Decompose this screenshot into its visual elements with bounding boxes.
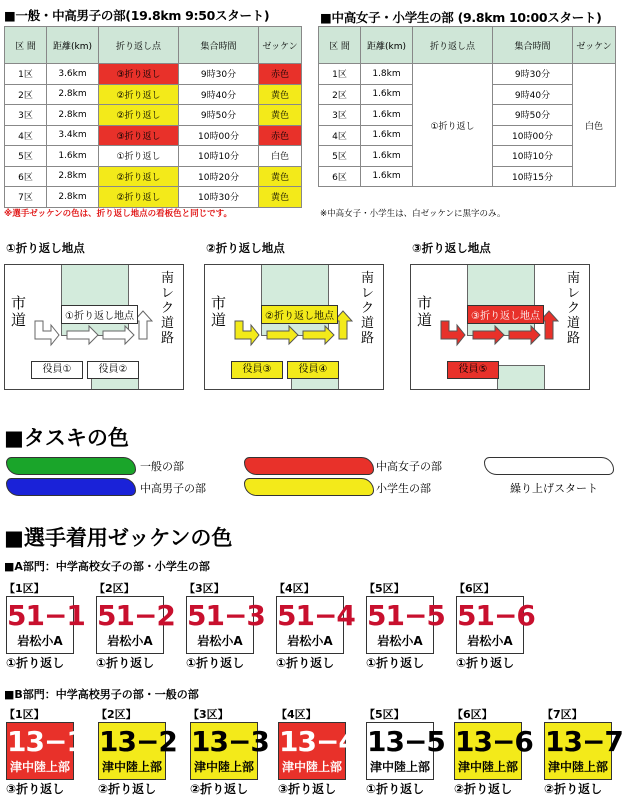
table-row: [5, 105, 302, 126]
bib-number: 51−5: [367, 599, 445, 632]
cell-time: 10時30分: [179, 187, 259, 208]
cell-ku: 5区: [319, 146, 361, 167]
cell-ku: 5区: [5, 146, 47, 167]
cell-turn: ①折り返し: [413, 64, 493, 187]
table-row: [5, 166, 302, 187]
table-header-row: [319, 27, 616, 64]
men-schedule-table: [4, 26, 302, 208]
bib-card: [96, 596, 175, 654]
cell-bib: 黄色: [259, 187, 302, 208]
cell-ku: 1区: [5, 64, 47, 85]
cell-time: 10時00分: [179, 125, 259, 146]
cell-time: 9時50分: [493, 105, 573, 126]
bib-number: 13−2: [99, 725, 177, 758]
cell-dist: 1.6km: [47, 146, 99, 167]
bib-card: [366, 722, 445, 780]
route-arrow-3: [103, 326, 134, 344]
cell-time: 9時50分: [179, 105, 259, 126]
route-arrow-1: [441, 321, 465, 345]
bib-team: 岩松小A: [287, 634, 333, 648]
men-table-note: ※選手ゼッケンの色は、折り返し地点の看板色と同じです。: [4, 209, 232, 219]
header-dist: 距離(km): [361, 27, 413, 64]
cell-bib: 赤色: [259, 125, 302, 146]
map-title-1: ①折り返し地点: [6, 241, 85, 255]
bib-number: 51−3: [187, 599, 265, 632]
cell-ku: 3区: [5, 105, 47, 126]
bib-leg-label: 【7区】: [542, 708, 583, 721]
bib-number: 13−1: [7, 725, 85, 758]
staff-position: 役員③: [231, 361, 283, 379]
cell-bib: 黄色: [259, 105, 302, 126]
bib-turnaround: ②折り返し: [98, 782, 157, 796]
route-arrow-2: [473, 326, 504, 344]
bib-card: [190, 722, 269, 780]
cell-time: 9時40分: [493, 84, 573, 105]
bib-team: 津中陸上部: [281, 760, 342, 774]
sash-label-relay-start: 繰り上げスタート: [510, 482, 598, 495]
bib-turnaround: ①折り返し: [6, 656, 65, 670]
route-arrow-2: [67, 326, 98, 344]
header-time: 集合時間: [493, 27, 573, 64]
cell-bib: 赤色: [259, 64, 302, 85]
bib-team: 津中陸上部: [101, 760, 162, 774]
table-row: [5, 64, 302, 85]
b-division-title: ■B部門：中学高校男子の部・一般の部: [4, 688, 199, 701]
bib-card: [98, 722, 177, 780]
cell-bib: 黄色: [259, 84, 302, 105]
bib-number: 51−6: [457, 599, 535, 632]
map-turnaround-1: [4, 264, 184, 390]
map-title-3: ③折り返し地点: [412, 241, 491, 255]
bib-card: [454, 722, 533, 780]
bib-number: 13−7: [545, 725, 623, 758]
table-row: [5, 146, 302, 167]
bib-card: [544, 722, 623, 780]
cell-turn: ②折り返し: [99, 84, 179, 105]
road-label-nanreku: 南レク道路: [567, 271, 581, 346]
bib-card: [186, 596, 265, 654]
header-bib: ゼッケン: [573, 27, 616, 64]
bib-leg-label: 【4区】: [276, 708, 317, 721]
cell-dist: 1.6km: [361, 146, 413, 167]
bib-team: 津中陸上部: [547, 760, 608, 774]
header-bib: ゼッケン: [259, 27, 302, 64]
bib-card: [278, 722, 357, 780]
bib-team: 岩松小A: [467, 634, 513, 648]
table-header-row: [5, 27, 302, 64]
bib-leg-label: 【3区】: [188, 708, 229, 721]
header-ku: 区 間: [5, 27, 47, 64]
bib-card: [456, 596, 535, 654]
bib-turnaround: ①折り返し: [276, 656, 335, 670]
bib-turnaround: ②折り返し: [454, 782, 513, 796]
cell-dist: 2.8km: [47, 187, 99, 208]
cell-ku: 6区: [319, 166, 361, 187]
road-label-nanreku: 南レク道路: [361, 271, 375, 346]
cell-ku: 2区: [319, 84, 361, 105]
sash-men-hs: [6, 478, 136, 496]
road-label-city: 市道: [417, 294, 433, 329]
cell-turn: ②折り返し: [99, 187, 179, 208]
cell-dist: 1.6km: [361, 166, 413, 187]
bib-team: 岩松小A: [107, 634, 153, 648]
cell-ku: 2区: [5, 84, 47, 105]
cell-dist: 2.8km: [47, 166, 99, 187]
bib-team: 津中陸上部: [369, 760, 430, 774]
bib-turnaround: ③折り返し: [6, 782, 65, 796]
cell-time: 9時30分: [493, 64, 573, 85]
table-row: [5, 187, 302, 208]
bib-leg-label: 【5区】: [364, 582, 405, 595]
cell-ku: 7区: [5, 187, 47, 208]
header-ku: 区 間: [319, 27, 361, 64]
bib-number: 51−4: [277, 599, 355, 632]
header-turn: 折り返し点: [413, 27, 493, 64]
sash-label-men-hs: 中高男子の部: [140, 482, 206, 495]
bib-turnaround: ②折り返し: [544, 782, 603, 796]
bib-team: 津中陸上部: [457, 760, 518, 774]
map-turnaround-2: [204, 264, 384, 390]
cell-bib: 白色: [259, 146, 302, 167]
staff-position: 役員①: [31, 361, 83, 379]
route-arrow-3: [509, 326, 540, 344]
cell-dist: 3.4km: [47, 125, 99, 146]
cell-dist: 1.6km: [361, 84, 413, 105]
cell-bib: 白色: [573, 64, 616, 187]
road-label-nanreku: 南レク道路: [161, 271, 175, 346]
cell-dist: 2.8km: [47, 84, 99, 105]
cell-dist: 1.6km: [361, 105, 413, 126]
route-arrow-3: [303, 326, 334, 344]
header-time: 集合時間: [179, 27, 259, 64]
sash-label-elementary: 小学生の部: [376, 482, 431, 495]
cell-turn: ②折り返し: [99, 166, 179, 187]
bib-card: [6, 596, 85, 654]
sash-label-general: 一般の部: [140, 460, 184, 473]
map-title-2: ②折り返し地点: [206, 241, 285, 255]
sash-general: [6, 457, 136, 475]
bib-turnaround: ①折り返し: [456, 656, 515, 670]
women-table-note: ※中高女子・小学生は、白ゼッケンに黒字のみ。: [320, 209, 506, 219]
bib-number: 51−2: [97, 599, 175, 632]
cell-turn: ①折り返し: [99, 146, 179, 167]
cell-ku: 4区: [319, 125, 361, 146]
cell-time: 10時00分: [493, 125, 573, 146]
women-section-title: ■中高女子・小学生の部 (9.8km 10:00スタート): [320, 10, 602, 25]
map-turnaround-3: [410, 264, 590, 390]
cell-ku: 1区: [319, 64, 361, 85]
bib-leg-label: 【2区】: [96, 708, 137, 721]
sash-women-hs: [244, 457, 374, 475]
bib-leg-label: 【1区】: [4, 582, 45, 595]
bib-card: [6, 722, 85, 780]
route-arrow-1: [35, 321, 59, 345]
bib-team: 岩松小A: [17, 634, 63, 648]
bib-number: 13−6: [455, 725, 533, 758]
table-row: [319, 64, 616, 85]
cell-ku: 4区: [5, 125, 47, 146]
cell-turn: ③折り返し: [99, 125, 179, 146]
a-division-title: ■A部門：中学高校女子の部・小学生の部: [4, 560, 210, 573]
cell-time: 9時40分: [179, 84, 259, 105]
turnaround-sign: ②折り返し地点: [261, 305, 338, 324]
tasuki-title: ■タスキの色: [4, 426, 129, 450]
cell-bib: 黄色: [259, 166, 302, 187]
bib-team: 岩松小A: [197, 634, 243, 648]
road-label-city: 市道: [11, 294, 27, 329]
bib-leg-label: 【1区】: [4, 708, 45, 721]
bib-turnaround: ③折り返し: [278, 782, 337, 796]
sash-relay-start: [484, 457, 614, 475]
bib-turnaround: ①折り返し: [96, 656, 155, 670]
men-section-title: ■一般・中高男子の部(19.8km 9:50スタート): [4, 8, 270, 23]
route-arrows-icon: [411, 265, 589, 389]
bib-turnaround: ②折り返し: [190, 782, 249, 796]
bib-number: 51−1: [7, 599, 85, 632]
bib-turnaround: ①折り返し: [366, 782, 425, 796]
bib-leg-label: 【6区】: [454, 582, 495, 595]
cell-time: 10時20分: [179, 166, 259, 187]
route-arrow-1: [235, 321, 259, 345]
cell-time: 10時15分: [493, 166, 573, 187]
route-arrow-2: [267, 326, 298, 344]
turnaround-sign: ①折り返し地点: [61, 305, 138, 324]
cell-time: 10時10分: [493, 146, 573, 167]
bib-number: 13−4: [279, 725, 357, 758]
cell-dist: 3.6km: [47, 64, 99, 85]
bib-leg-label: 【3区】: [184, 582, 225, 595]
header-dist: 距離(km): [47, 27, 99, 64]
bib-title: ■選手着用ゼッケンの色: [4, 526, 233, 550]
cell-turn: ③折り返し: [99, 64, 179, 85]
cell-dist: 2.8km: [47, 105, 99, 126]
bib-team: 津中陸上部: [9, 760, 70, 774]
cell-dist: 1.6km: [361, 125, 413, 146]
turnaround-sign: ③折り返し地点: [467, 305, 544, 324]
bib-number: 13−3: [191, 725, 269, 758]
women-schedule-table: [318, 26, 616, 187]
sash-label-women-hs: 中高女子の部: [376, 460, 442, 473]
cell-dist: 1.8km: [361, 64, 413, 85]
bib-card: [276, 596, 355, 654]
cell-ku: 3区: [319, 105, 361, 126]
cell-turn: ②折り返し: [99, 105, 179, 126]
cell-ku: 6区: [5, 166, 47, 187]
bib-leg-label: 【4区】: [274, 582, 315, 595]
bib-leg-label: 【2区】: [94, 582, 135, 595]
table-row: [5, 84, 302, 105]
staff-position: 役員④: [287, 361, 339, 379]
cell-time: 9時30分: [179, 64, 259, 85]
bib-leg-label: 【6区】: [452, 708, 493, 721]
bib-turnaround: ①折り返し: [366, 656, 425, 670]
bib-number: 13−5: [367, 725, 445, 758]
road-label-city: 市道: [211, 294, 227, 329]
bib-team: 津中陸上部: [193, 760, 254, 774]
table-row: [5, 125, 302, 146]
bib-team: 岩松小A: [377, 634, 423, 648]
bib-turnaround: ①折り返し: [186, 656, 245, 670]
cell-time: 10時10分: [179, 146, 259, 167]
staff-position: 役員⑤: [447, 361, 499, 379]
sash-elementary: [244, 478, 374, 496]
bib-leg-label: 【5区】: [364, 708, 405, 721]
header-turn: 折り返し点: [99, 27, 179, 64]
staff-position: 役員②: [87, 361, 139, 379]
bib-card: [366, 596, 445, 654]
